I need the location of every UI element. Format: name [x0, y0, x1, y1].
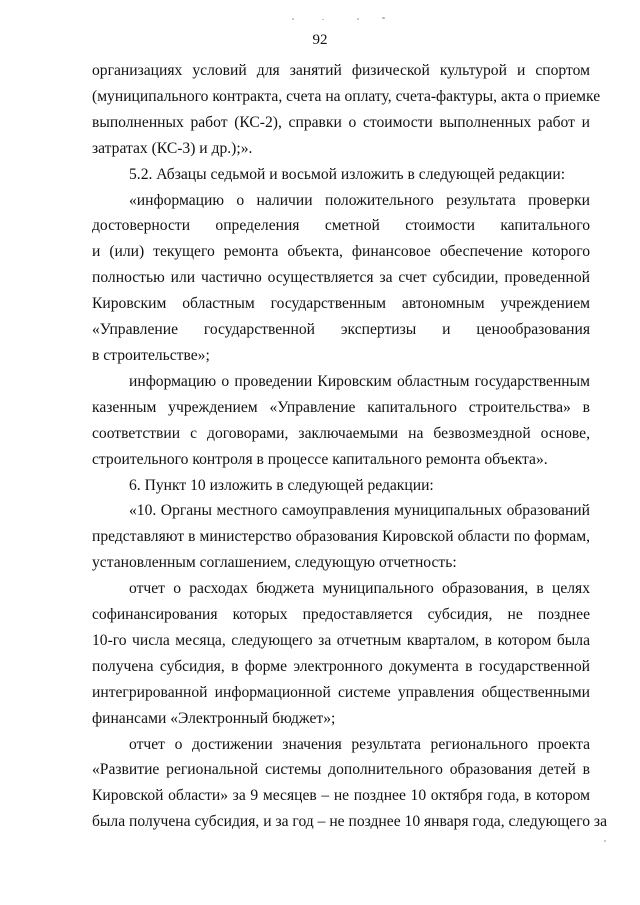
- paragraph: [92, 732, 607, 836]
- text-line: Кировским областным государственным автономным учреждением: [92, 295, 590, 313]
- paragraph: [92, 369, 590, 473]
- text-line: «Управление государственной экспертизы и ценообразования: [92, 321, 590, 339]
- text-line: представляют в министерство образования Кировской области по формам,: [92, 528, 590, 546]
- text-line: 10-го числа месяца, следующего за отчетным кварталом, в котором была: [92, 631, 590, 649]
- text-line: была получена субсидия, и за год – не позднее 10 января года, следующего за: [92, 813, 607, 831]
- paragraph: [92, 576, 590, 731]
- text-line: получена субсидия, в форме электронного документа в государственной: [92, 657, 590, 675]
- text-line: и (или) текущего ремонта объекта, финансовое обеспечение которого: [92, 243, 590, 261]
- paragraph: [92, 473, 590, 499]
- paragraph: [92, 498, 590, 576]
- text-line: 5.2. Абзацы седьмой и восьмой изложить в следующей редакции:: [129, 165, 566, 183]
- text-line: «Развитие региональной системы дополнительного образования детей в: [92, 761, 590, 779]
- page-number: 92: [312, 32, 328, 48]
- paragraph: [92, 162, 590, 188]
- document-body: [92, 58, 607, 835]
- scan-speck: [357, 18, 359, 20]
- text-line: соответствии с договорами, заключаемыми на безвозмездной основе,: [92, 424, 590, 442]
- text-line: 6. Пункт 10 изложить в следующей редакции:: [129, 476, 434, 494]
- text-line: отчет о расходах бюджета муниципального образования, в целях: [129, 580, 590, 598]
- text-line: выполненных работ (КС-2), справки о стоимости выполненных работ и: [92, 113, 590, 131]
- scan-speck: [322, 19, 324, 20]
- text-line: строительного контроля в процессе капитального ремонта объекта».: [92, 450, 548, 468]
- text-line: (муниципального контракта, счета на оплату, счета-фактуры, акта о приемке: [92, 87, 601, 105]
- text-line: информацию о проведении Кировским областным государственным: [129, 372, 590, 390]
- text-line: интегрированной информационной системе управления общественными: [92, 683, 590, 701]
- text-line: затратах (КС-3) и др.);».: [92, 139, 253, 157]
- paragraph: [92, 188, 590, 369]
- text-line: достоверности определения сметной стоимости капитального: [92, 217, 590, 235]
- text-line: организациях условий для занятий физической культурой и спортом: [92, 62, 590, 79]
- text-line: «информацию о наличии положительного результата проверки: [129, 191, 590, 209]
- text-line: полностью или частично осуществляется за счет субсидии, проведенной: [92, 269, 590, 287]
- paragraph: [92, 58, 601, 162]
- text-line: казенным учреждением «Управление капитального строительства» в: [92, 398, 590, 416]
- scan-speck: [382, 17, 385, 19]
- text-line: отчет о достижении значения результата регионального проекта: [129, 735, 590, 753]
- text-line: установленным соглашением, следующую отчетность:: [92, 554, 457, 572]
- text-line: «10. Органы местного самоуправления муниципальных образований: [129, 502, 590, 520]
- text-line: финансами «Электронный бюджет»;: [92, 709, 336, 727]
- scan-speck: [604, 840, 606, 842]
- text-line: в строительстве»;: [92, 346, 210, 364]
- text-line: Кировской области» за 9 месяцев – не позднее 10 октября года, в котором: [92, 787, 590, 805]
- scan-speck: [292, 18, 294, 20]
- text-line: софинансирования которых предоставляется субсидия, не позднее: [92, 606, 590, 624]
